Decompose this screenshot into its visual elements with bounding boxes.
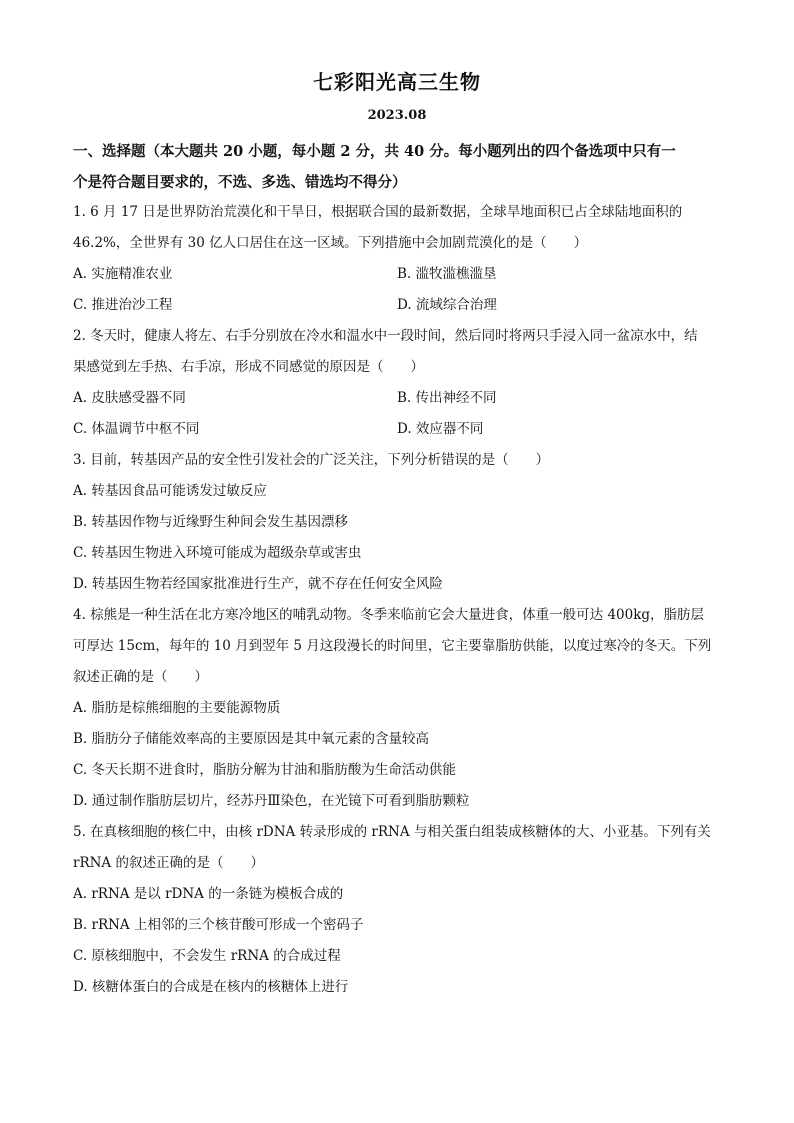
question-2-stem: 2. 冬天时，健康人将左、右手分别放在冷水和温水中一段时间，然后同时将两只手浸入同一盆凉水中，结 bbox=[73, 328, 698, 344]
question-4-option-d: D. 通过制作脂肪层切片，经苏丹Ⅲ染色，在光镜下可看到脂肪颗粒 bbox=[73, 793, 470, 809]
question-5-option-c: C. 原核细胞中，不会发生 rRNA 的合成过程 bbox=[73, 948, 341, 964]
question-2-option-a: A. 皮肤感受器不同 bbox=[73, 390, 186, 406]
question-3-option-c: C. 转基因生物进入环境可能成为超级杂草或害虫 bbox=[73, 545, 362, 561]
question-4-option-c: C. 冬天长期不进食时，脂肪分解为甘油和脂肪酸为生命活动供能 bbox=[73, 762, 456, 778]
exam-date: 2023.08 bbox=[367, 108, 427, 123]
question-4-option-a: A. 脂肪是棕熊细胞的主要能源物质 bbox=[73, 700, 281, 716]
question-5-stem: 5. 在真核细胞的核仁中，由核 rDNA 转录形成的 rRNA 与相关蛋白组装成核糖体的大、小亚基。下列有关 bbox=[73, 824, 711, 840]
question-1-option-b: B. 滥牧滥樵滥垦 bbox=[397, 266, 497, 282]
question-1-option-c: C. 推进治沙工程 bbox=[73, 297, 173, 313]
question-4-stem: 4. 棕熊是一种生活在北方寒冷地区的哺乳动物。冬季来临前它会大量进食，体重一般可达 400kg，脂肪层 bbox=[73, 607, 705, 623]
question-2-option-b: B. 传出神经不同 bbox=[397, 390, 497, 406]
question-3-option-a: A. 转基因食品可能诱发过敏反应 bbox=[73, 483, 267, 499]
question-4-stem: 可厚达 15cm，每年的 10 月到翌年 5 月这段漫长的时间里，它主要靠脂肪供能，以度过寒冷的冬天。下列 bbox=[73, 638, 712, 654]
question-1-option-d: D. 流域综合治理 bbox=[397, 297, 497, 313]
section-heading-line: 个是符合题目要求的，不选、多选、错选均不得分） bbox=[73, 174, 407, 191]
question-3-option-d: D. 转基因生物若经国家批准进行生产，就不存在任何安全风险 bbox=[73, 576, 443, 592]
question-2-option-d: D. 效应器不同 bbox=[397, 421, 484, 437]
question-4-option-b: B. 脂肪分子储能效率高的主要原因是其中氧元素的含量较高 bbox=[73, 731, 430, 747]
question-1-stem: 46.2%，全世界有 30 亿人口居住在这一区域。下列措施中会加剧荒漠化的是（ ） bbox=[73, 235, 588, 251]
question-4-stem: 叙述正确的是（ ） bbox=[73, 669, 208, 685]
question-1-option-a: A. 实施精准农业 bbox=[73, 266, 173, 282]
section-heading bbox=[73, 136, 723, 198]
question-1-stem: 1. 6 月 17 日是世界防治荒漠化和干旱日，根据联合国的最新数据，全球旱地面积已占全球陆地面积的 bbox=[73, 204, 683, 220]
question-2-option-c: C. 体温调节中枢不同 bbox=[73, 421, 200, 437]
question-5-option-b: B. rRNA 上相邻的三个核苷酸可形成一个密码子 bbox=[73, 917, 364, 933]
question-5-stem: rRNA 的叙述正确的是（ ） bbox=[73, 855, 264, 871]
question-5-option-d: D. 核糖体蛋白的合成是在核内的核糖体上进行 bbox=[73, 979, 349, 995]
page-title: 七彩阳光高三生物 bbox=[313, 70, 481, 94]
question-3-option-b: B. 转基因作物与近缘野生种间会发生基因漂移 bbox=[73, 514, 349, 530]
section-heading-line: 一、选择题（本大题共 20 小题，每小题 2 分，共 40 分。每小题列出的四个备选项中只有一 bbox=[73, 143, 676, 160]
question-3-stem: 3. 目前，转基因产品的安全性引发社会的广泛关注，下列分析错误的是（ ） bbox=[73, 452, 550, 468]
question-5-option-a: A. rRNA 是以 rDNA 的一条链为模板合成的 bbox=[73, 886, 344, 902]
question-2-stem: 果感觉到左手热、右手凉，形成不同感觉的原因是（ ） bbox=[73, 359, 424, 375]
